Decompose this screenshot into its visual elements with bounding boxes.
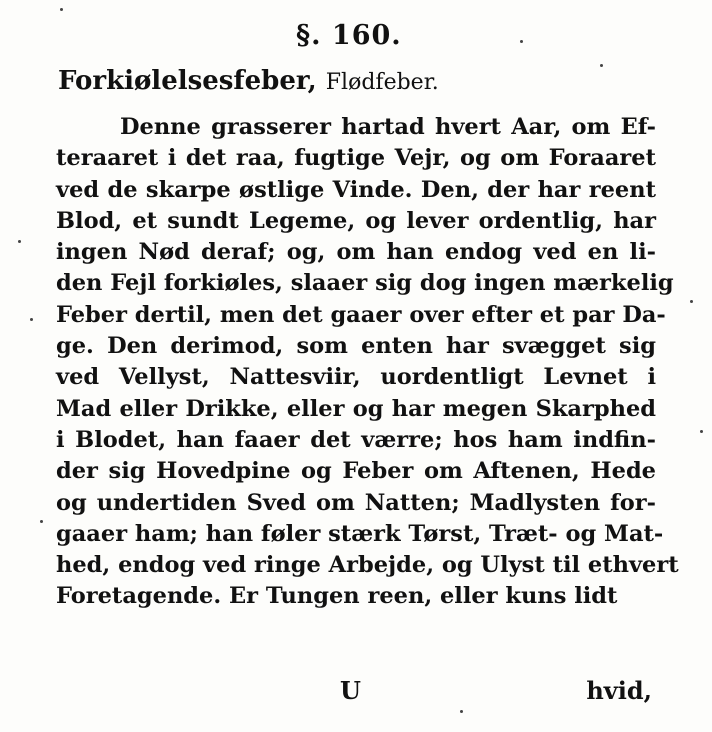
text-line: i Blodet, han faaer det værre; hos ham indfin- — [56, 426, 656, 453]
print-speck — [30, 318, 33, 321]
text-line: Denne grasserer hartad hvert Aar, om Ef- — [120, 114, 656, 140]
text-line: og undertiden Sved om Natten; Madlysten for- — [56, 489, 656, 516]
text-line: gaaer ham; han føler stærk Tørst, Træt- og Mat- — [56, 520, 664, 547]
text-line: ved de skarpe østlige Vinde. Den, der har reent — [56, 176, 656, 203]
text-line: hed, endog ved ringe Arbejde, og Ulyst til ethvert — [56, 552, 679, 579]
text-line: ingen Nød deraf; og, om han endog ved en li- — [56, 239, 656, 266]
print-speck — [18, 240, 21, 243]
print-speck — [60, 8, 63, 11]
section-number: §. 160. — [296, 20, 402, 51]
section-heading — [58, 66, 439, 96]
print-speck — [700, 430, 703, 433]
text-line: ved Vellyst, Nattesviir, uordentligt Levnet i — [56, 364, 656, 391]
catchword: hvid, — [586, 676, 652, 705]
text-line: teraaret i det raa, fugtige Vejr, og om Foraaret — [56, 145, 656, 172]
text-line: ge. Den derimod, som enten har svægget sig — [56, 333, 656, 360]
print-speck — [600, 64, 603, 67]
text-line: Mad eller Drikke, eller og har megen Skarphed — [56, 395, 656, 422]
print-speck — [40, 520, 43, 523]
text-line: Blod, et sundt Legeme, og lever ordentlig, har — [56, 207, 656, 234]
page-footer — [56, 676, 656, 710]
signature-mark: U — [340, 676, 361, 705]
print-speck — [460, 710, 463, 713]
print-speck — [690, 300, 693, 303]
text-line: Foretagende. Er Tungen reen, eller kuns lidt — [56, 583, 618, 610]
heading-subtitle: Flødfeber. — [325, 70, 439, 95]
body-text — [56, 112, 679, 613]
text-line: der sig Hovedpine og Feber om Aftenen, Hede — [56, 458, 656, 485]
text-line: den Fejl forkiøles, slaaer sig dog ingen mærkelig — [56, 270, 674, 297]
text-line: Feber dertil, men det gaaer over efter et par Da- — [56, 301, 666, 328]
heading-title: Forkiølelsesfeber, — [58, 66, 317, 96]
print-speck — [520, 40, 523, 43]
